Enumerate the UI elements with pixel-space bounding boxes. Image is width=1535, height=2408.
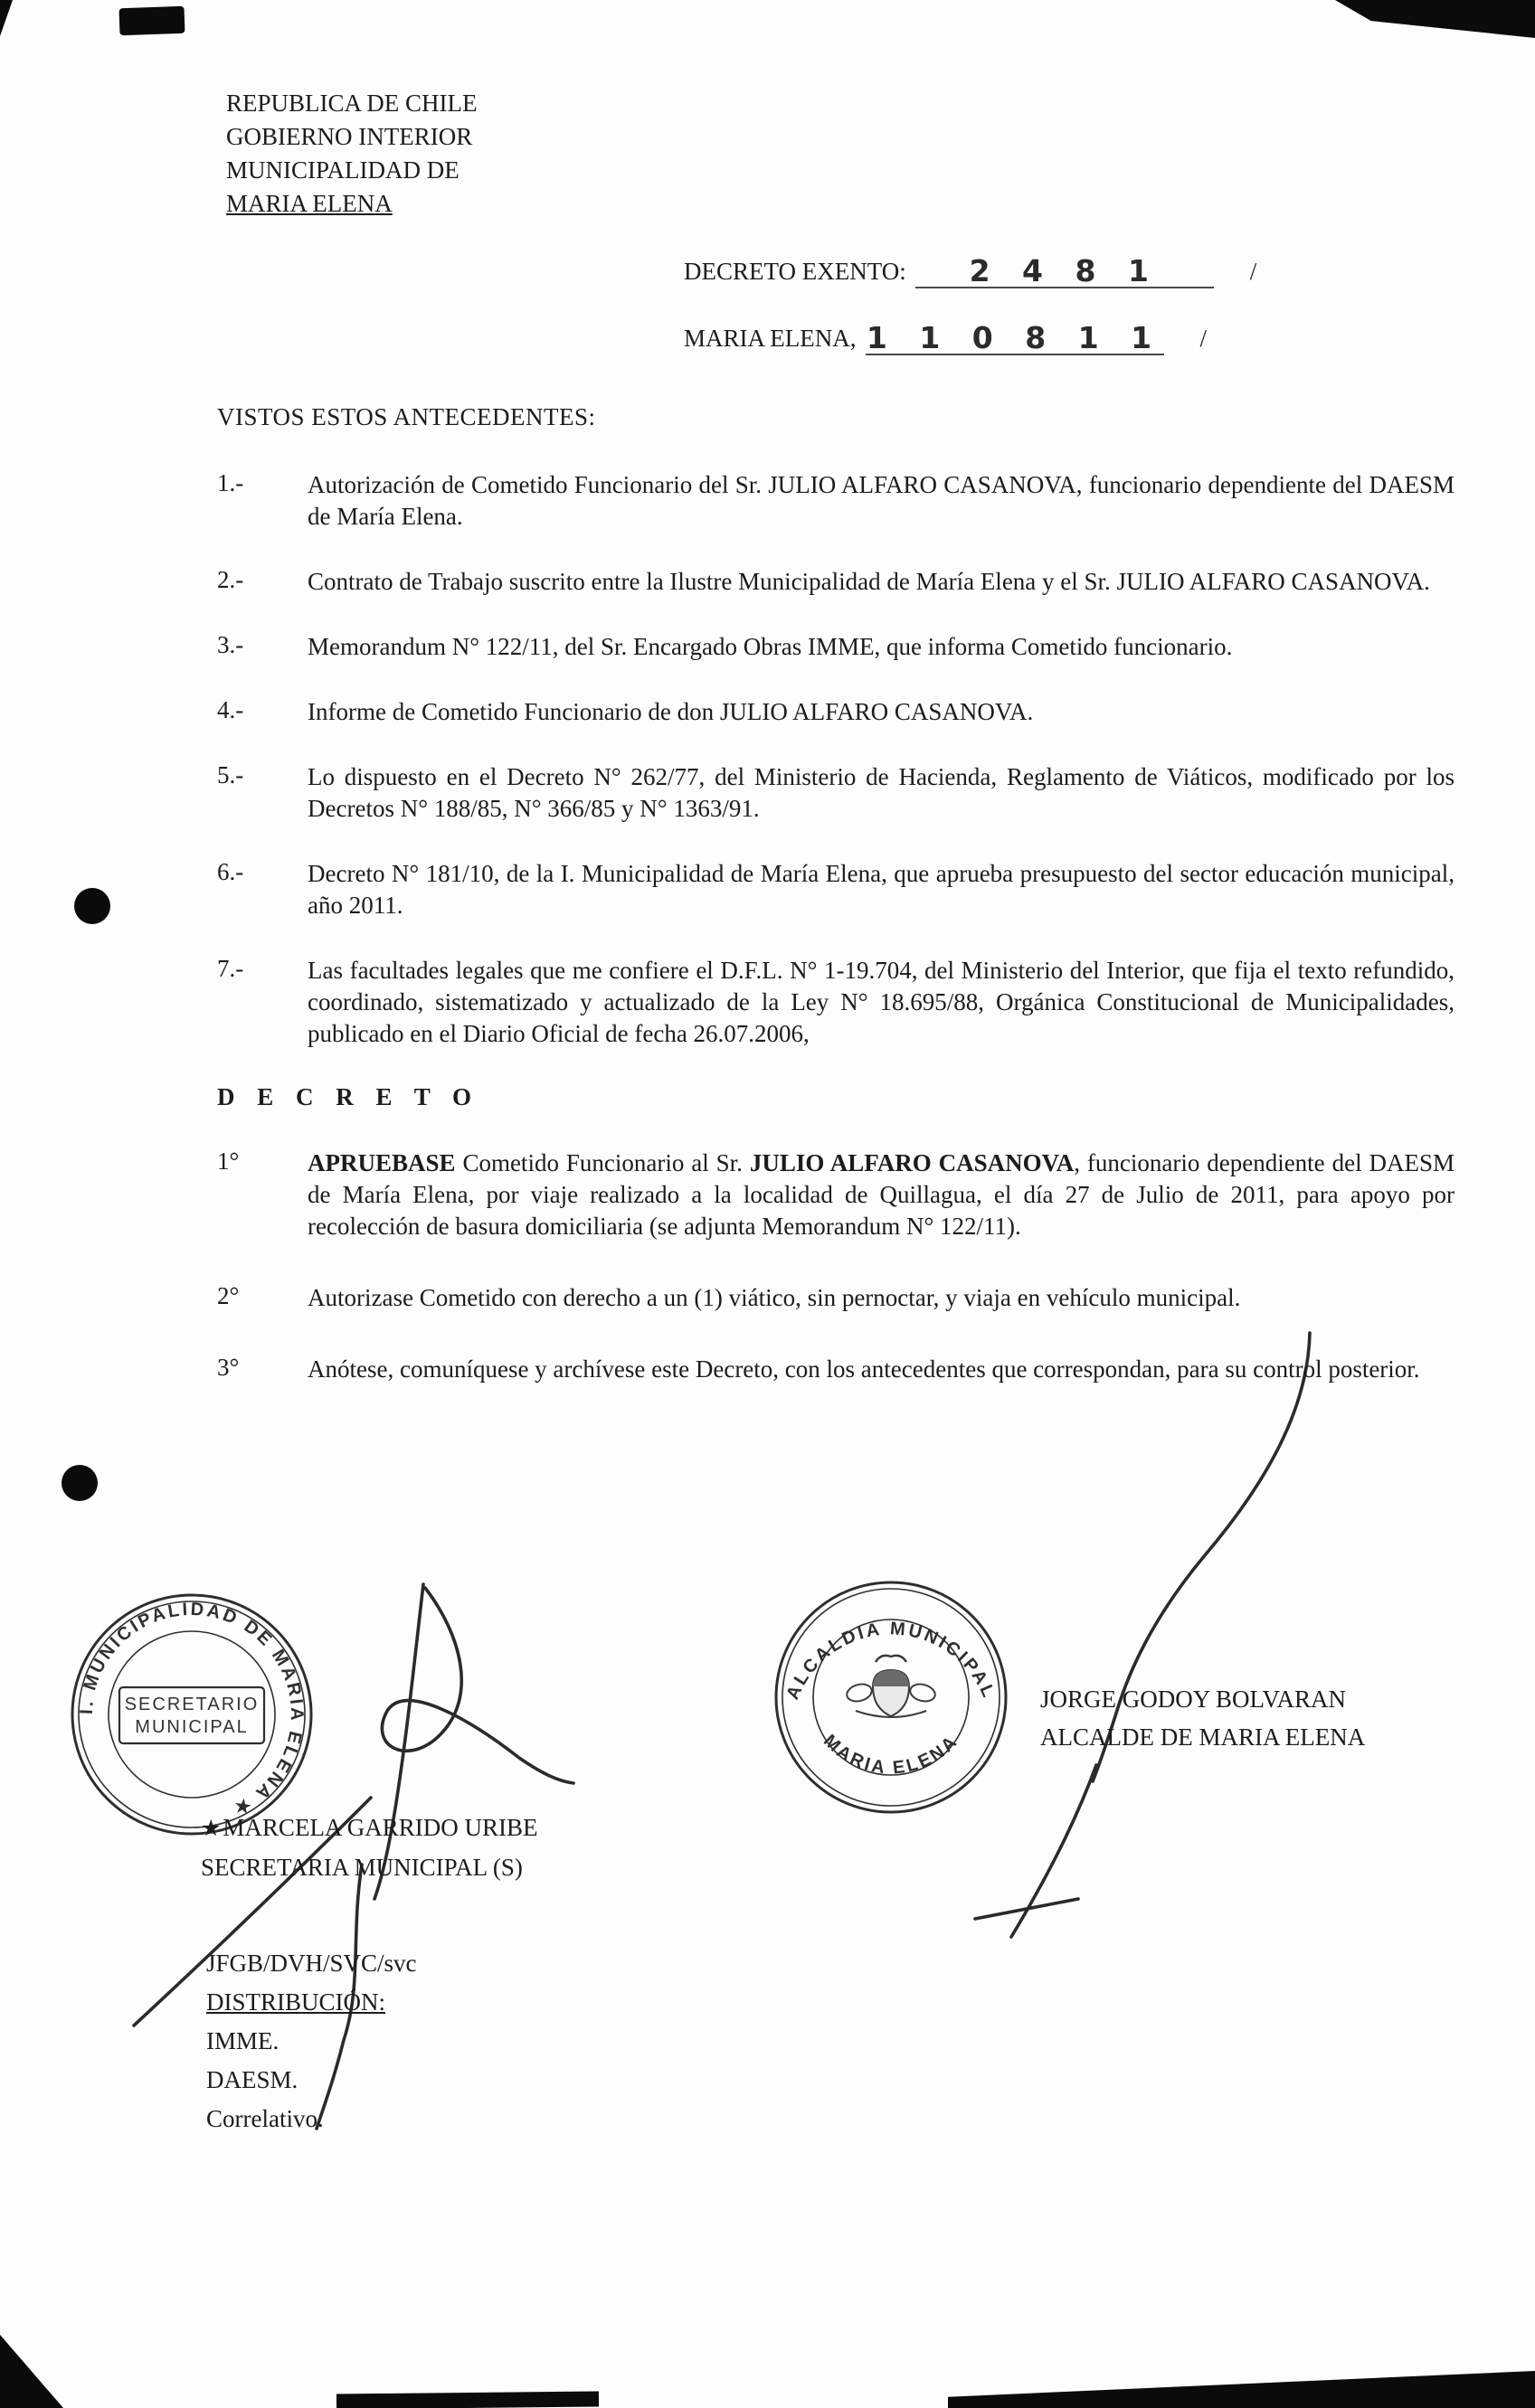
scan-artifact-top-left-blob <box>118 6 185 35</box>
date-field <box>866 318 1164 355</box>
alcalde-name: JORGE GODOY BOLVARAN <box>1040 1686 1347 1713</box>
decreto-text-seg: , funcionario dependiente del DAESM de María Elena, por viaje realizado a la localidad de Quillagua, el día 27 de Julio de 2011, para apoyo por recolección de basura domiciliaria (se adjunta Memorandum N° 122/11). <box>308 1149 1454 1240</box>
visto-item-4 <box>217 696 1454 728</box>
signature-stroke-left-loop <box>382 1588 573 1783</box>
scan-artifact-bottom-middle <box>336 2391 599 2408</box>
decree-slash: / <box>1249 258 1257 285</box>
date-slash: / <box>1199 325 1208 352</box>
vistos-title: VISTOS ESTOS ANTECEDENTES: <box>217 403 596 430</box>
decreto-text: Anótese, comuníquese y archívese este Decreto, con los antecedentes que correspondan, para su control posterior. <box>308 1355 1420 1383</box>
decreto-number: 2° <box>217 1282 240 1309</box>
decreto-bold-apruebase: APRUEBASE <box>308 1149 456 1176</box>
visto-number: 3.- <box>217 631 244 658</box>
visto-number: 5.- <box>217 761 244 789</box>
footer-line-correlativo: Correlativo. <box>206 2105 324 2132</box>
decreto-item-2 <box>217 1282 1454 1314</box>
decreto-text <box>308 1147 1454 1242</box>
left-stamp-box-line2: MUNICIPAL <box>135 1717 249 1737</box>
visto-item-1 <box>217 469 1454 533</box>
visto-text: Decreto N° 181/10, de la I. Municipalidad de María Elena, que aprueba presupuesto del sector educación municipal, año 2011. <box>308 860 1454 919</box>
left-stamp-box-line1: SECRETARIO <box>124 1695 260 1714</box>
scan-artifact-top-right <box>1335 0 1535 38</box>
date-place-label: MARIA ELENA, <box>684 325 857 352</box>
visto-number: 6.- <box>217 858 244 885</box>
decreto-number: 3° <box>217 1354 240 1381</box>
alcalde-title: ALCALDE DE MARIA ELENA <box>1040 1723 1366 1751</box>
decree-number-field <box>915 251 1214 288</box>
letterhead <box>226 87 478 221</box>
visto-number: 7.- <box>217 955 244 982</box>
decree-number-stamp: 2 4 8 1 <box>969 253 1160 288</box>
decreto-number: 1° <box>217 1147 240 1175</box>
decree-label: DECRETO EXENTO: <box>684 258 906 285</box>
document-body <box>217 403 1454 1419</box>
visto-item-3 <box>217 631 1454 663</box>
secretaria-title: SECRETARIA MUNICIPAL (S) <box>201 1854 523 1881</box>
decree-number-line <box>684 251 1256 288</box>
decreto-item-3 <box>217 1354 1454 1385</box>
decree-date-line <box>684 318 1207 355</box>
visto-number: 4.- <box>217 696 244 723</box>
left-stamp-ring-text: I. MUNICIPALIDAD DE MARIA ELENA ★ <box>76 1599 308 1820</box>
svg-text:MARIA ELENA <box>820 1731 962 1778</box>
punch-hole-1 <box>74 888 110 924</box>
visto-text: Memorandum N° 122/11, del Sr. Encargado Obras IMME, que informa Cometido funcionario. <box>308 633 1233 660</box>
footer-initials: JFGB/DVH/SVC/svc <box>206 1950 417 1977</box>
punch-hole-2 <box>62 1465 98 1501</box>
visto-item-6 <box>217 858 1454 921</box>
visto-text: Las facultades legales que me confiere el D.F.L. N° 1-19.704, del Ministerio del Interior, que fija el texto refundido, coordinado, sistematizado y actualizado de la Ley N° 18.695/88, Orgánica Constitucional de Municipalidades, publicado en el Diario Oficial de fecha 26.07.2006, <box>308 957 1454 1047</box>
visto-text: Informe de Cometido Funcionario de don JULIO ALFARO CASANOVA. <box>308 698 1034 725</box>
visto-text: Autorización de Cometido Funcionario del Sr. JULIO ALFARO CASANOVA, funcionario dependiente del DAESM de María Elena. <box>308 471 1454 530</box>
alcaldia-stamp <box>769 1575 1013 1824</box>
star-mark: ★ <box>201 1817 222 1841</box>
decreto-item-1 <box>217 1147 1454 1242</box>
visto-text: Contrato de Trabajo suscrito entre la Ilustre Municipalidad de María Elena y el Sr. JULIO ALFARO CASANOVA. <box>308 568 1430 595</box>
right-stamp-top-text: ALCALDIA MUNICIPAL <box>782 1619 1000 1703</box>
scan-artifact-bottom-left <box>0 2335 63 2408</box>
decreto-text-seg: Cometido Funcionario al Sr. <box>455 1149 750 1176</box>
footer-line-daesm: DAESM. <box>206 2066 298 2093</box>
decreto-text: Autorizase Cometido con derecho a un (1) viático, sin pernoctar, y viaja en vehículo municipal. <box>308 1284 1241 1311</box>
scan-artifact-top-left-corner <box>0 0 13 36</box>
secretaria-name: MARCELA GARRIDO URIBE <box>223 1814 538 1841</box>
letterhead-line-2: GOBIERNO INTERIOR <box>226 123 473 150</box>
letterhead-line-4: MARIA ELENA <box>226 190 393 217</box>
footer-block <box>206 1944 417 2139</box>
visto-item-5 <box>217 761 1454 825</box>
letterhead-line-3: MUNICIPALIDAD DE <box>226 156 460 184</box>
coat-of-arms-icon <box>845 1656 937 1717</box>
secretario-municipal-stamp <box>65 1588 318 1846</box>
letterhead-line-1: REPUBLICA DE CHILE <box>226 90 478 117</box>
right-stamp-bottom-text: MARIA ELENA <box>819 1731 963 1779</box>
date-stamp: 1 1 0 8 1 1 <box>866 320 1163 355</box>
signature-stroke-right-tick <box>975 1899 1078 1919</box>
decreto-title: D E C R E T O <box>217 1083 480 1110</box>
visto-number: 2.- <box>217 566 244 593</box>
visto-item-7 <box>217 955 1454 1050</box>
footer-line-imme: IMME. <box>206 2027 280 2054</box>
visto-number: 1.- <box>217 469 244 496</box>
alcalde-name-block <box>1040 1680 1365 1756</box>
visto-item-2 <box>217 566 1454 598</box>
scan-artifact-bottom-right <box>948 2371 1535 2408</box>
visto-text: Lo dispuesto en el Decreto N° 262/77, del Ministerio de Hacienda, Reglamento de Viáticos, modificado por los Decretos N° 188/85, N° 366/85 y N° 1363/91. <box>308 763 1454 822</box>
footer-distribution-label: DISTRIBUCIÓN: <box>206 1988 386 2016</box>
decreto-bold-name: JULIO ALFARO CASANOVA <box>749 1149 1075 1176</box>
secretaria-name-block <box>201 1808 537 1886</box>
signature-stroke-right-lower <box>1011 1765 1096 1937</box>
